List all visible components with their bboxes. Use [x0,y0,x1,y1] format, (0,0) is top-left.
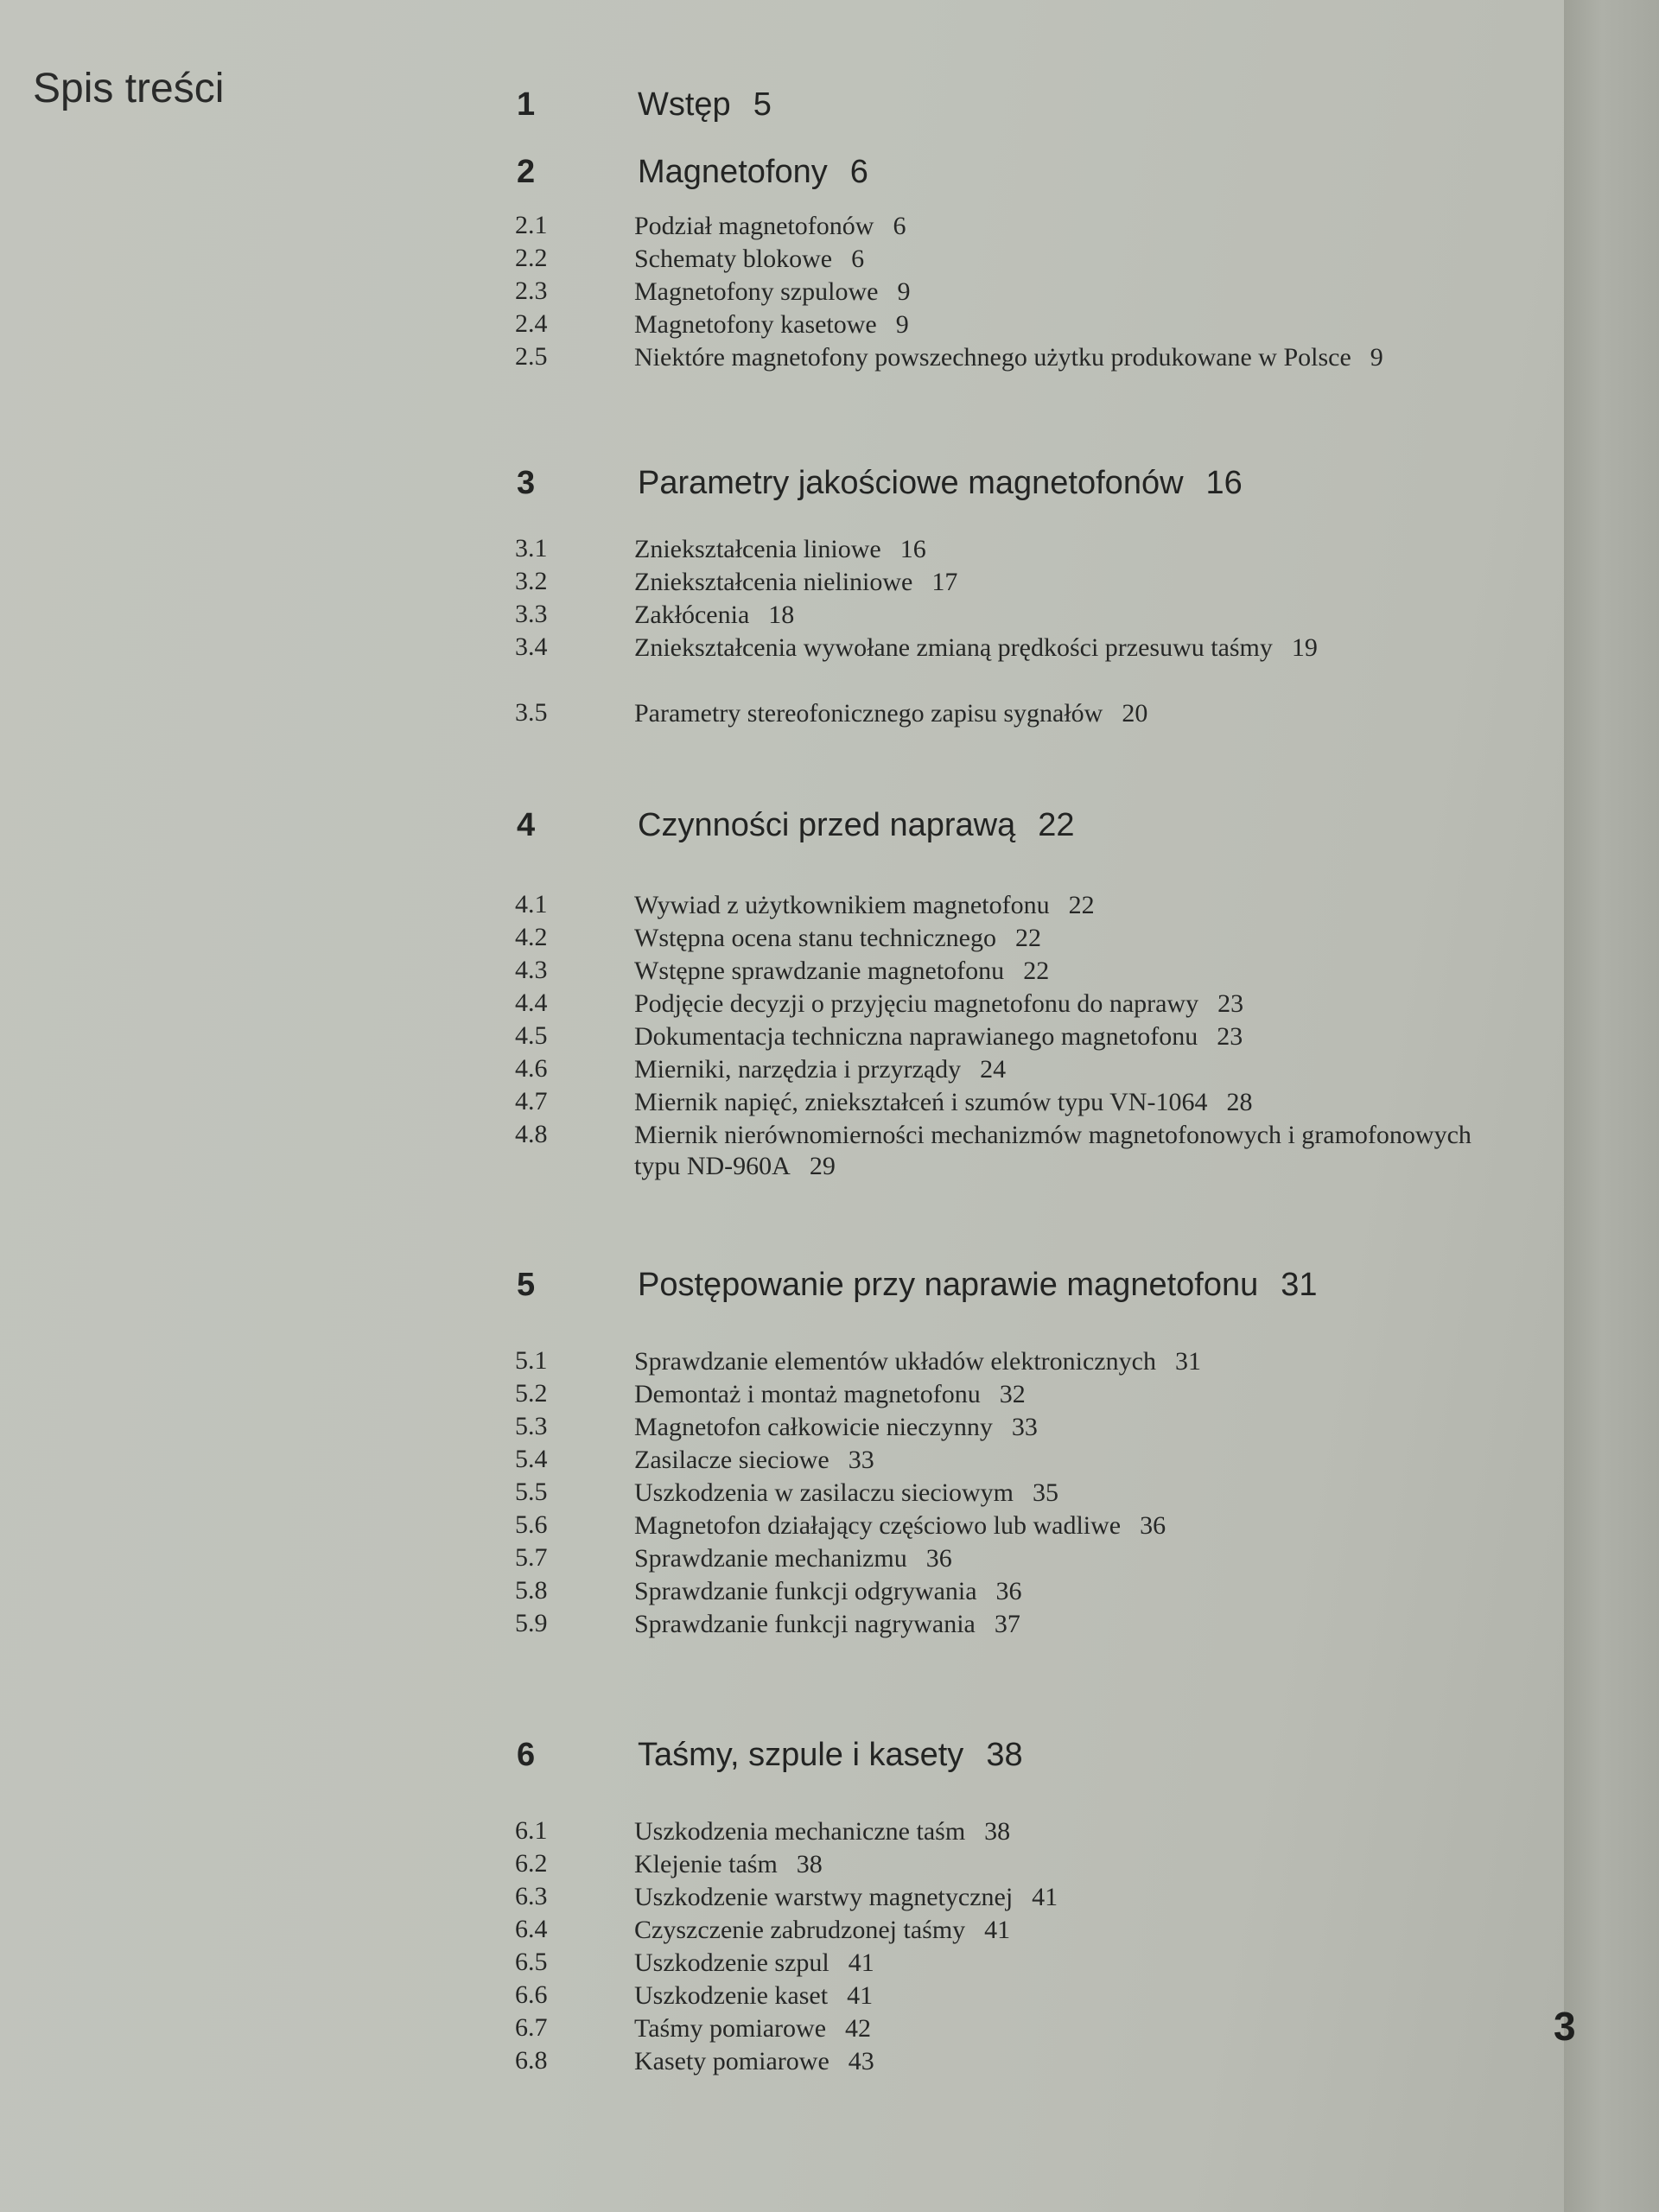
section-title [634,1510,1498,1541]
section-number: 5.7 [515,1543,548,1572]
section-title-text: Podjęcie decyzji o przyjęciu magnetofonu do naprawy [634,989,1199,1018]
chapter-heading [0,154,1564,206]
section-page: 38 [984,1817,1011,1846]
section-item [0,1948,1564,1980]
section-item [0,1445,1564,1478]
section-item [0,1915,1564,1948]
section-title-text: Schematy blokowe [634,245,833,273]
section-page: 28 [1226,1088,1253,1116]
page-title: Spis treści [33,66,225,111]
section-number: 4.2 [515,923,548,951]
section-page: 19 [1291,633,1318,662]
section-title [634,1054,1498,1085]
section-title [634,2013,1498,2044]
section-number: 6.5 [515,1948,548,1976]
chapter-heading [0,465,1564,517]
section-title-text: Dokumentacja techniczna naprawianego magnetofonu [634,1022,1198,1051]
section-title [634,1087,1498,1118]
section-item [0,342,1564,408]
section-title-text: Sprawdzanie funkcji odgrywania [634,1577,977,1605]
section-title [634,1915,1498,1946]
section-page: 23 [1217,1022,1243,1051]
section-title-text: Uszkodzenie warstwy magnetycznej [634,1883,1014,1911]
section-title [634,1609,1498,1640]
chapter-number: 3 [517,465,536,501]
page-number: 3 [1554,2004,1576,2049]
section-page: 9 [1370,343,1383,372]
section-item [0,956,1564,988]
section-page: 36 [995,1577,1022,1605]
section-title [634,342,1412,373]
section-list [0,1346,1564,1642]
section-page: 36 [925,1544,952,1573]
section-title-text: Kasety pomiarowe [634,2047,830,2075]
section-item [0,1379,1564,1412]
section-title [634,211,1498,242]
section-item [0,1346,1564,1379]
section-number: 4.3 [515,956,548,984]
section-page: 18 [768,601,795,629]
section-page: 36 [1140,1511,1166,1540]
chapter-title-text: Czynności przed naprawą [638,807,1016,843]
section-item [0,1882,1564,1915]
section-number: 6.8 [515,2046,548,2075]
chapter-2 [0,154,1564,372]
section-title [634,567,1498,598]
section-title [634,600,1498,631]
chapter-title-text: Taśmy, szpule i kasety [638,1737,964,1773]
section-page: 20 [1122,699,1148,728]
section-number: 5.2 [515,1379,548,1408]
chapter-heading [0,86,1564,138]
section-title [634,1576,1498,1607]
section-item [0,988,1564,1021]
section-item [0,1980,1564,2013]
section-item [0,1543,1564,1576]
section-title [634,698,1498,729]
section-title-text: Czyszczenie zabrudzonej taśmy [634,1916,966,1944]
section-title [634,923,1498,954]
section-title [634,309,1498,340]
section-item [0,309,1564,342]
chapter-page: 6 [849,154,868,190]
section-title-text: Klejenie taśm [634,1850,778,1878]
section-title [634,1543,1498,1574]
chapter-page: 22 [1038,807,1075,843]
chapter-5 [0,1267,1564,1638]
section-page: 6 [893,212,906,240]
section-item [0,1609,1564,1642]
section-item [0,2013,1564,2046]
chapter-number: 1 [517,86,536,123]
section-title [634,1948,1498,1979]
section-item [0,890,1564,923]
section-item [0,632,1564,698]
section-page: 9 [895,310,909,339]
section-item [0,1054,1564,1087]
section-number: 3.3 [515,600,548,628]
section-title [634,890,1498,921]
page-edge [1564,0,1659,2212]
section-number: 3.4 [515,632,548,661]
section-title-text: Zniekształcenia liniowe [634,535,881,563]
section-title [634,1478,1498,1509]
section-number: 6.2 [515,1849,548,1878]
chapter-title [638,1267,1318,1304]
section-title [634,1021,1498,1052]
chapter-title [638,807,1075,844]
section-title-text: Miernik nierównomierności mechanizmów magnetofonowych i gramofonowych typu ND-960A [634,1121,1471,1180]
section-page: 16 [899,535,926,563]
section-item [0,1816,1564,1849]
section-number: 6.3 [515,1882,548,1910]
section-title [634,2046,1498,2077]
section-page: 38 [796,1850,823,1878]
section-number: 4.5 [515,1021,548,1050]
section-item [0,211,1564,244]
section-number: 4.7 [515,1087,548,1116]
section-title [634,1980,1498,2012]
section-title-text: Sprawdzanie mechanizmu [634,1544,907,1573]
section-item [0,1087,1564,1120]
section-page: 22 [1023,957,1050,985]
section-number: 2.5 [515,342,548,371]
section-title-text: Wstępna ocena stanu technicznego [634,924,996,952]
chapter-heading [0,1267,1564,1319]
section-title-text: Uszkodzenia mechaniczne taśm [634,1817,966,1846]
section-number: 3.5 [515,698,548,727]
section-title [634,1849,1498,1880]
chapter-number: 2 [517,154,536,190]
section-title-text: Miernik napięć, zniekształceń i szumów typu VN-1064 [634,1088,1208,1116]
section-page: 41 [848,1948,874,1977]
section-title [634,1445,1498,1476]
section-number: 5.9 [515,1609,548,1637]
section-title-text: Magnetofony szpulowe [634,277,879,306]
section-number: 6.7 [515,2013,548,2042]
section-page: 33 [848,1446,874,1474]
section-item [0,2046,1564,2079]
section-title-text: Uszkodzenia w zasilaczu sieciowym [634,1478,1014,1507]
section-number: 5.8 [515,1576,548,1605]
section-title-text: Zasilacze sieciowe [634,1446,830,1474]
section-page: 9 [897,277,911,306]
section-number: 5.4 [515,1445,548,1473]
chapter-page: 31 [1281,1267,1318,1303]
section-title-text: Uszkodzenie szpul [634,1948,830,1977]
section-page: 33 [1011,1413,1038,1441]
section-title [634,956,1498,987]
section-item [0,1849,1564,1882]
chapter-title [638,86,772,124]
section-title [634,1412,1498,1443]
chapter-title [638,154,868,191]
section-list [0,1816,1564,2079]
section-title-text: Magnetofony kasetowe [634,310,877,339]
section-number: 2.1 [515,211,548,239]
section-page: 42 [845,2014,872,2043]
section-title [634,1816,1498,1847]
section-page: 37 [994,1610,1020,1638]
section-title [634,988,1498,1020]
section-page: 43 [848,2047,874,2075]
chapter-page: 5 [753,86,772,123]
section-title-text: Wstępne sprawdzanie magnetofonu [634,957,1005,985]
section-title-text: Zakłócenia [634,601,750,629]
section-title-text: Zniekształcenia wywołane zmianą prędkości przesuwu taśmy [634,633,1273,662]
section-title-text: Parametry stereofonicznego zapisu sygnałów [634,699,1103,728]
chapter-3 [0,465,1564,728]
section-page: 41 [847,1981,874,2010]
section-page: 35 [1033,1478,1058,1507]
chapter-number: 5 [517,1267,536,1303]
section-title-text: Magnetofon całkowicie nieczynny [634,1413,993,1441]
chapter-title-text: Postępowanie przy naprawie magnetofonu [638,1267,1259,1303]
section-item [0,1021,1564,1054]
section-item [0,1412,1564,1445]
section-number: 5.1 [515,1346,548,1375]
section-number: 5.6 [515,1510,548,1539]
section-number: 4.6 [515,1054,548,1083]
section-page: 24 [980,1055,1007,1084]
section-number: 5.5 [515,1478,548,1506]
chapter-heading [0,807,1564,859]
section-number: 4.8 [515,1120,548,1148]
section-title-text: Zniekształcenia nieliniowe [634,568,913,596]
section-number: 6.1 [515,1816,548,1845]
section-list [0,534,1564,731]
chapter-4 [0,807,1564,1180]
section-number: 4.4 [515,988,548,1017]
chapter-number: 4 [517,807,536,843]
section-number: 6.4 [515,1915,548,1943]
section-title-text: Taśmy pomiarowe [634,2014,827,2043]
section-title [634,244,1498,275]
chapter-title-text: Magnetofony [638,154,828,190]
section-item [0,1120,1564,1185]
section-item [0,276,1564,309]
section-item [0,567,1564,600]
section-title [634,632,1377,664]
section-title-text: Sprawdzanie funkcji nagrywania [634,1610,976,1638]
section-page: 22 [1068,891,1095,919]
chapter-1 [0,86,1564,138]
section-title [634,1346,1498,1377]
section-item [0,1510,1564,1543]
section-item [0,698,1564,731]
chapter-title-text: Wstęp [638,86,731,123]
section-number: 2.4 [515,309,548,338]
section-title-text: Podział magnetofonów [634,212,874,240]
chapter-number: 6 [517,1737,536,1773]
section-title-text: Sprawdzanie elementów układów elektronicznych [634,1347,1156,1376]
section-item [0,244,1564,276]
section-list [0,211,1564,408]
section-title [634,276,1498,308]
section-title-text: Demontaż i montaż magnetofonu [634,1380,981,1408]
section-title-text: Uszkodzenie kaset [634,1981,829,2010]
section-item [0,923,1564,956]
section-title-text: Magnetofon działający częściowo lub wadliwe [634,1511,1122,1540]
section-page: 29 [809,1152,836,1180]
section-number: 6.6 [515,1980,548,2009]
section-page: 32 [999,1380,1026,1408]
section-number: 3.2 [515,567,548,595]
chapter-6 [0,1737,1564,2075]
section-number: 4.1 [515,890,548,918]
section-number: 3.1 [515,534,548,563]
section-page: 17 [931,568,958,596]
section-number: 2.2 [515,244,548,272]
chapter-page: 38 [986,1737,1023,1773]
chapter-title-text: Parametry jakościowe magnetofonów [638,465,1184,501]
section-item [0,534,1564,567]
section-title [634,1882,1498,1913]
section-item [0,1478,1564,1510]
section-title [634,534,1498,565]
chapter-title [638,1737,1023,1774]
section-item [0,1576,1564,1609]
section-number: 5.3 [515,1412,548,1440]
section-item [0,600,1564,632]
chapter-heading [0,1737,1564,1789]
chapter-page: 16 [1205,465,1243,501]
section-page: 31 [1174,1347,1201,1376]
section-page: 6 [851,245,865,273]
section-page: 41 [984,1916,1011,1944]
section-list [0,890,1564,1185]
section-page: 41 [1032,1883,1058,1911]
section-title [634,1379,1498,1410]
section-title-text: Niektóre magnetofony powszechnego użytku produkowane w Polsce [634,343,1351,372]
section-page: 23 [1217,989,1244,1018]
section-page: 22 [1014,924,1041,952]
section-title-text: Mierniki, narzędzia i przyrządy [634,1055,962,1084]
chapter-title [638,465,1243,502]
section-title [634,1120,1516,1182]
section-title-text: Wywiad z użytkownikiem magnetofonu [634,891,1050,919]
section-number: 2.3 [515,276,548,305]
